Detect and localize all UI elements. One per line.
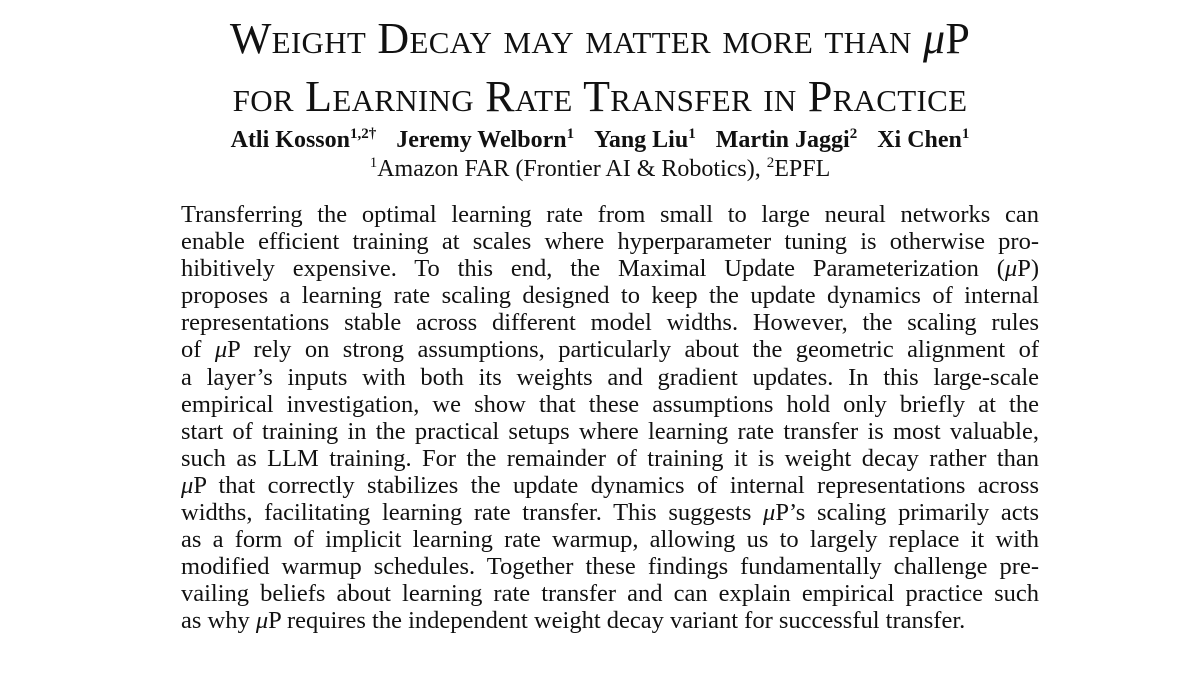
author-1	[231, 127, 377, 153]
abstract	[181, 201, 1039, 635]
author-affiliation-mark: 1,2†	[349, 126, 377, 142]
affiliation-list	[0, 155, 1200, 183]
mu-symbol: μ	[181, 471, 194, 499]
abstract-line: μP that correctly stabilizes the update dynamics of internal representations across	[181, 471, 1039, 499]
author-name: Atli Kosson	[230, 127, 350, 153]
abstract-line: widths, facilitating learning rate transfer. This suggests μP’s scaling primarily acts	[181, 499, 1040, 527]
abstract-line: enable efficient training at scales where hyperparameter tuning is otherwise pro-	[181, 228, 1039, 256]
author-affiliation-mark: 2	[849, 126, 858, 142]
abstract-line: representations stable across different model widths. However, the scaling rules	[181, 309, 1039, 337]
abstract-line: proposes a learning rate scaling designed to keep the update dynamics of internal	[181, 282, 1039, 310]
title-mu-symbol: μ	[923, 14, 946, 63]
mu-symbol: μ	[214, 336, 228, 364]
affiliation-text: Amazon FAR (Frontier AI & Robotics),	[377, 156, 761, 182]
mu-symbol: μ	[255, 607, 269, 635]
author-3	[594, 127, 696, 153]
affiliation-1	[370, 156, 761, 182]
abstract-line: empirical investigation, we show that these assumptions hold only briefly at the	[181, 390, 1039, 418]
author-2	[396, 127, 574, 153]
abstract-line: hibitively expensive. To this end, the Maximal Update Parameterization (μP)	[181, 255, 1039, 283]
title-line-2: for Learning Rate Transfer in Practice	[232, 72, 968, 121]
abstract-line: such as LLM training. For the remainder of training it is weight decay rather than	[181, 444, 1039, 472]
affiliation-2	[767, 156, 831, 182]
author-name: Jeremy Welborn	[396, 127, 567, 153]
abstract-line: as a form of implicit learning rate warmup, allowing us to largely replace it with	[181, 526, 1039, 554]
title-line-1-suffix: P	[945, 14, 971, 63]
affiliation-mark: 1	[369, 155, 378, 171]
abstract-line: Transferring the optimal learning rate from small to large neural networks can	[181, 201, 1039, 228]
abstract-line: as why μP requires the independent weight decay variant for successful transfer.	[181, 607, 966, 635]
abstract-line: modified warmup schedules. Together these findings fundamentally challenge pre-	[181, 553, 1039, 581]
abstract-line: vailing beliefs about learning rate transfer and can explain empirical practice such	[181, 580, 1039, 608]
author-name: Xi Chen	[877, 127, 962, 153]
abstract-line: start of training in the practical setups where learning rate transfer is most valuable,	[181, 417, 1039, 445]
mu-symbol: μ	[1004, 255, 1018, 283]
title-line-1-prefix: Weight Decay may matter more than	[229, 14, 923, 63]
author-affiliation-mark: 1	[961, 126, 970, 142]
title-line-1	[0, 10, 1200, 68]
affiliation-text: EPFL	[774, 156, 831, 182]
paper-title	[0, 10, 1200, 126]
author-4	[716, 127, 857, 153]
mu-symbol: μ	[763, 499, 776, 527]
abstract-line: a layer’s inputs with both its weights and gradient updates. In this large-scale	[181, 363, 1039, 391]
author-affiliation-mark: 1	[688, 126, 696, 142]
affiliation-mark: 2	[766, 155, 775, 171]
author-list	[0, 126, 1200, 154]
author-5	[877, 127, 969, 153]
author-affiliation-mark: 1	[566, 126, 575, 142]
author-name: Martin Jaggi	[715, 127, 850, 153]
author-name: Yang Liu	[594, 127, 689, 153]
abstract-line: of μP rely on strong assumptions, particularly about the geometric alignment of	[181, 336, 1039, 364]
